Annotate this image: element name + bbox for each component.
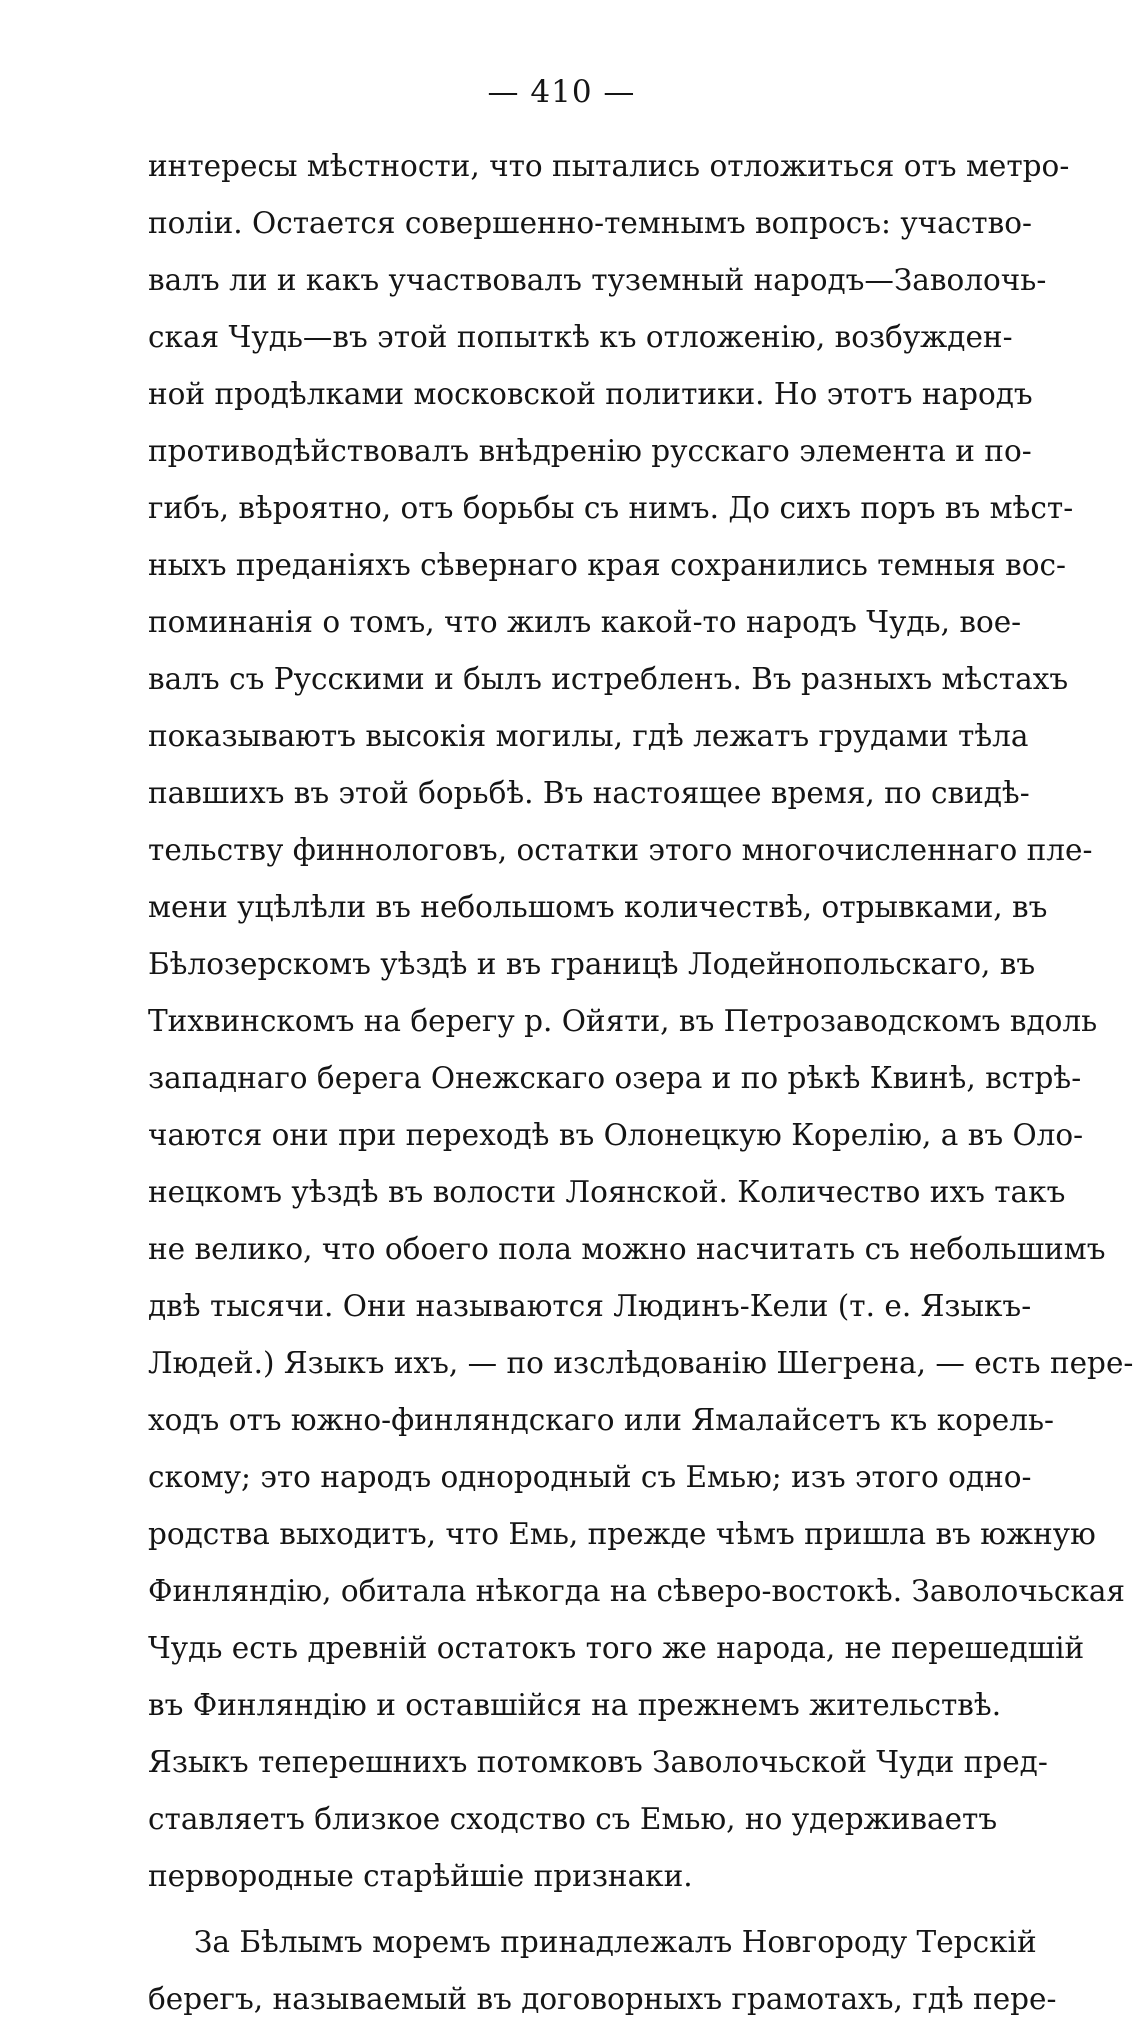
text-line: двѣ тысячи. Они называются Людинъ-Кели (т. е. Языкъ- xyxy=(148,1289,1032,1323)
text-line: Людей.) Языкъ ихъ, — по изслѣдованію Шегрена, — есть пере- xyxy=(148,1346,1133,1380)
text-line: скому; это народъ однородный съ Емью; изъ этого одно- xyxy=(148,1460,1032,1494)
text-line: противодѣйствовалъ внѣдренію русскаго элемента и по- xyxy=(148,434,1032,468)
text-line: не велико, что обоего пола можно насчитать съ небольшимъ xyxy=(148,1232,1106,1266)
text-line: ной продѣлками московской политики. Но этотъ народъ xyxy=(148,377,1033,411)
text-line: валъ ли и какъ участвовалъ туземный народъ—Заволочь- xyxy=(148,263,1047,297)
text-line: показываютъ высокія могилы, гдѣ лежатъ грудами тѣла xyxy=(148,719,1029,753)
text-line: мени уцѣлѣли въ небольшомъ количествѣ, отрывками, въ xyxy=(148,890,1048,924)
text-line: Языкъ теперешнихъ потомковъ Заволочьской Чуди пред- xyxy=(148,1745,1048,1779)
text-line: берегъ, называемый въ договорныхъ грамотахъ, гдѣ пере- xyxy=(148,1982,1057,2016)
text-line: Тихвинскомъ на берегу р. Ойяти, въ Петрозаводскомъ вдоль xyxy=(148,1004,1098,1038)
text-line: Чудь есть древній остатокъ того же народа, не перешедшій xyxy=(148,1631,1085,1665)
page-number: — 410 — xyxy=(487,74,636,110)
text-line: поліи. Остается совершенно-темнымъ вопросъ: участво- xyxy=(148,206,1032,240)
text-line: За Бѣлымъ моремъ принадлежалъ Новгороду Терскій xyxy=(194,1925,1037,1959)
paragraph xyxy=(148,138,1133,1905)
text-line: ская Чудь—въ этой попыткѣ къ отложенію, возбужден- xyxy=(148,320,1013,354)
text-line: валъ съ Русскими и былъ истребленъ. Въ разныхъ мѣстахъ xyxy=(148,662,1069,696)
body-text xyxy=(148,138,1133,2028)
text-line: западнаго берега Онежскаго озера и по рѣкѣ Квинѣ, встрѣ- xyxy=(148,1061,1082,1095)
text-line: интересы мѣстности, что пытались отложиться отъ метро- xyxy=(148,149,1070,183)
text-line: чаются они при переходѣ въ Олонецкую Корелію, а въ Оло- xyxy=(148,1118,1084,1152)
paragraph-gap xyxy=(148,1905,962,1914)
text-line: нецкомъ уѣздѣ въ волости Лоянской. Количество ихъ такъ xyxy=(148,1175,1066,1209)
text-line: родства выходитъ, что Емь, прежде чѣмъ пришла въ южную xyxy=(148,1517,1096,1551)
text-line: Бѣлозерскомъ уѣздѣ и въ границѣ Лодейнопольскаго, въ xyxy=(148,947,1036,981)
text-line: первородные старѣйшіе признаки. xyxy=(148,1859,693,1893)
text-line: въ Финляндію и оставшійся на прежнемъ жительствѣ. xyxy=(148,1688,1002,1722)
text-line: Финляндію, обитала нѣкогда на сѣверо-востокѣ. Заволочьская xyxy=(148,1574,1126,1608)
text-line: ставляетъ близкое сходство съ Емью, но удерживаетъ xyxy=(148,1802,998,1836)
text-line: поминанія о томъ, что жилъ какой-то народъ Чудь, вое- xyxy=(148,605,1022,639)
text-line: ходъ отъ южно-финляндскаго или Ямалайсетъ къ корель- xyxy=(148,1403,1055,1437)
paragraph xyxy=(148,1914,1057,2028)
text-line: гибъ, вѣроятно, отъ борьбы съ нимъ. До сихъ поръ въ мѣст- xyxy=(148,491,1074,525)
text-line: павшихъ въ этой борьбѣ. Въ настоящее время, по свидѣ- xyxy=(148,776,1030,810)
text-line: тельству финнологовъ, остатки этого многочисленнаго пле- xyxy=(148,833,1093,867)
text-line: ныхъ преданіяхъ сѣвернаго края сохранились темныя вос- xyxy=(148,548,1066,582)
